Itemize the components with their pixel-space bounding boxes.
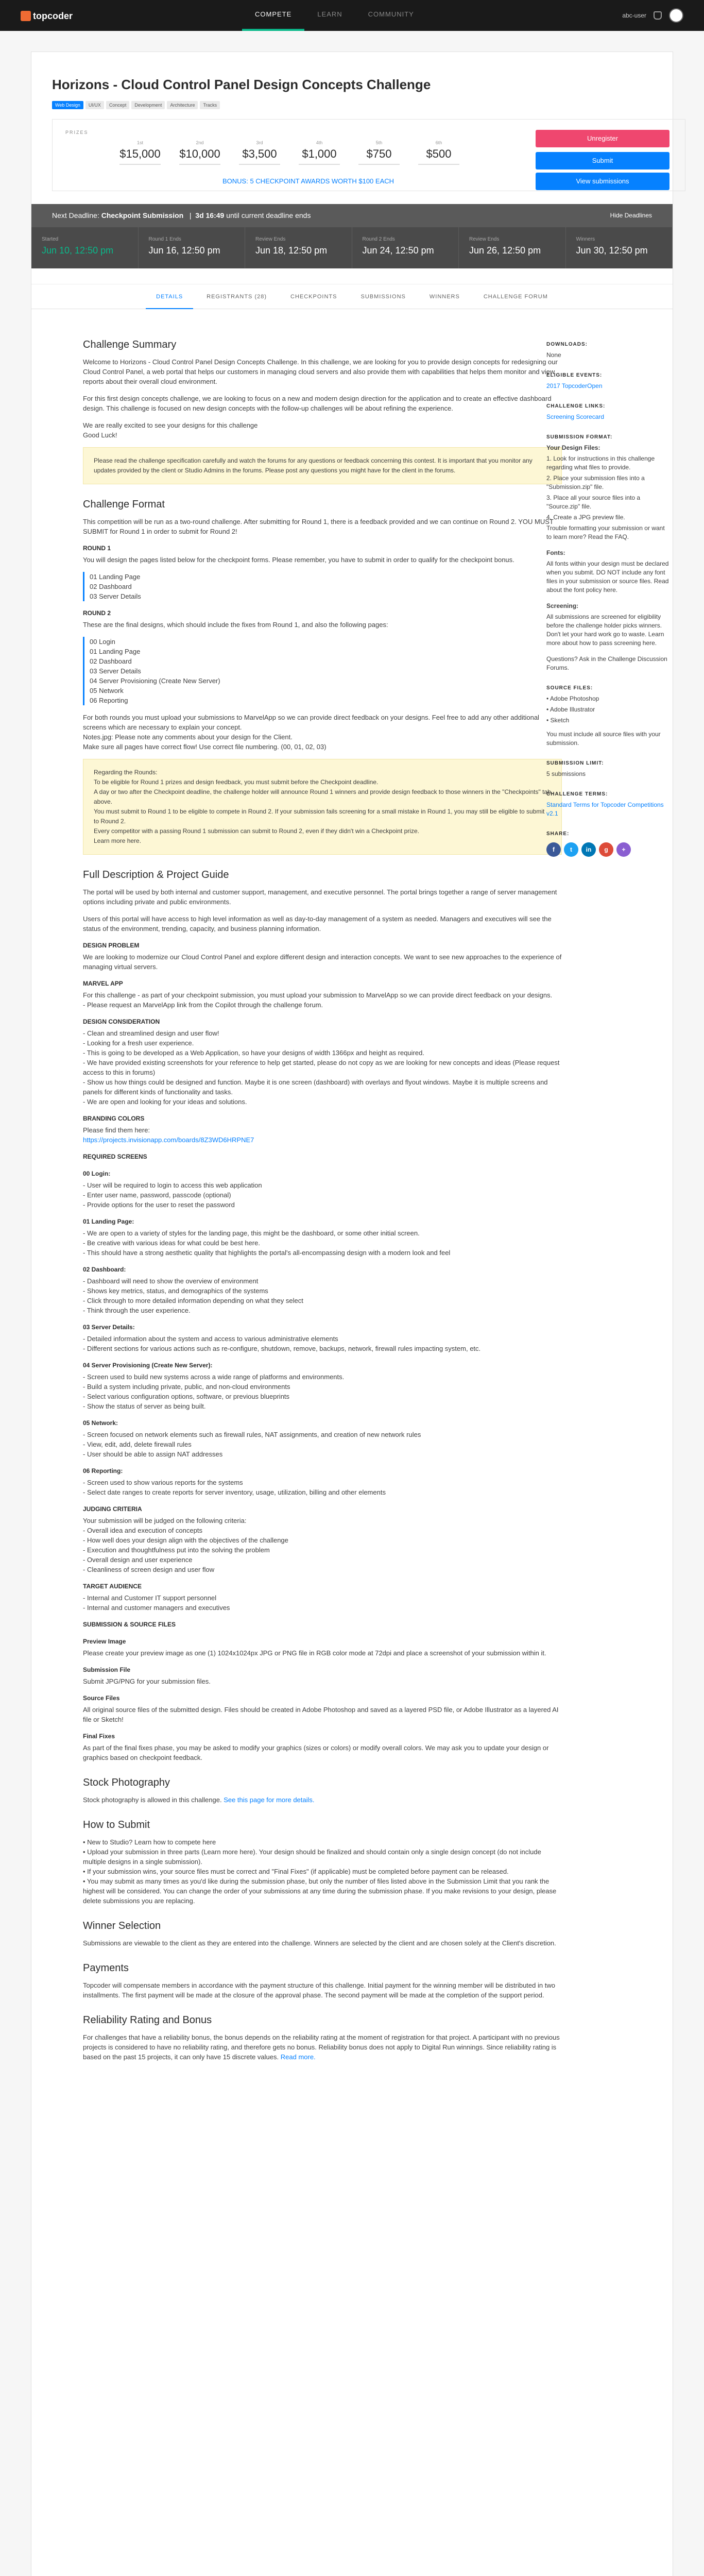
linkedin-icon[interactable]: in: [581, 842, 596, 857]
phase-item: Winners Jun 30, 12:50 pm: [566, 227, 673, 268]
user-area: [622, 8, 683, 23]
scorecard-link[interactable]: Screening Scorecard: [546, 413, 605, 420]
section-title: Reliability Rating and Bonus: [83, 2014, 212, 2026]
avatar[interactable]: [669, 8, 683, 23]
section-title: Challenge Summary: [83, 339, 177, 350]
eligible-event-link[interactable]: 2017 TopcoderOpen: [546, 382, 603, 389]
prize-item: 5th $750: [358, 140, 400, 165]
prize-item: 4th $1,000: [299, 140, 340, 165]
section-title: Payments: [83, 1962, 129, 1974]
section-title: Challenge Format: [83, 499, 165, 510]
prize-item: 6th $500: [418, 140, 459, 165]
section-title: Winner Selection: [83, 1920, 161, 1931]
notification-bell-icon[interactable]: [654, 11, 662, 20]
submit-button[interactable]: Submit: [536, 152, 669, 170]
section-title: How to Submit: [83, 1819, 150, 1831]
tag[interactable]: Architecture: [167, 101, 198, 109]
nav-community[interactable]: COMMUNITY: [368, 10, 414, 18]
facebook-icon[interactable]: f: [546, 842, 561, 857]
section-title: Stock Photography: [83, 1777, 170, 1788]
tag[interactable]: Tracks: [200, 101, 220, 109]
notice-box: Please read the challenge specification carefully and watch the forums for any questions or feedback concerning this contest. It is important that you monitor any updates provided by the client or Studio Admins in the forums. Please post any questions you might have for the client in the forums.: [83, 447, 562, 484]
hide-deadlines-button[interactable]: Hide Deadlines: [610, 212, 652, 219]
nav-learn[interactable]: LEARN: [317, 10, 342, 18]
deadline-remaining: 3d 16:49: [195, 211, 225, 219]
nav-compete[interactable]: COMPETE: [242, 0, 304, 31]
tab-forum[interactable]: CHALLENGE FORUM: [483, 294, 548, 300]
nav-links: [242, 0, 427, 31]
view-submissions-button[interactable]: View submissions: [536, 173, 669, 190]
tab-details[interactable]: DETAILS: [146, 284, 193, 310]
prize-list: [119, 140, 459, 165]
phase-item: Review Ends Jun 18, 12:50 pm: [245, 227, 352, 268]
topcoder-logo[interactable]: topcoder: [21, 10, 73, 22]
phase-item: Round 2 Ends Jun 24, 12:50 pm: [352, 227, 459, 268]
round2-list: 00 Login 01 Landing Page 02 Dashboard 03 Server Details 04 Server Provisioning (Create New Server) 05 Network 06 Reporting: [83, 637, 562, 705]
phase-timeline: [31, 227, 673, 268]
twitter-icon[interactable]: t: [564, 842, 578, 857]
challenge-tags: [52, 101, 220, 109]
challenge-body: [31, 309, 673, 2576]
tab-submissions[interactable]: SUBMISSIONS: [360, 294, 406, 300]
challenge-tabs: [31, 284, 673, 310]
sidebar: DOWNLOADS: None ELIGIBLE EVENTS: 2017 TopcoderOpen CHALLENGE LINKS: Screening Scorecard SUBMISSION FORMAT: Your Design Files: 1. Look for instructions in this challenge regarding what files to provide. 2. Place your submission files into a "Submission.zip" file. 3. Place all your source files into a "Source.zip" file. 4. Create a JPG preview file. Trouble formatting your submission or want to learn more? Read the FAQ. Fonts: All fonts within your design must be declared when you submit. DO NOT include any font files in your submission or source files. Read about the font policy here. Screening: All submissions are screened for eligibility before the challenge holder picks winners. Don't let your hard work go to waste. Learn more about how to pass screening here. Questions? Ask in the Challenge Discussion Forums. SOURCE FILES: • Adobe Photoshop • Adobe Illustrator • Sketch You must include all source files with your submission. SUBMISSION LIMIT: 5 submissions CHALLENGE TERMS: Standard Terms for Topcoder Competitions v2.1 SHARE: f t in g +: [546, 340, 670, 857]
google-plus-icon[interactable]: g: [599, 842, 613, 857]
challenge-header: [31, 52, 673, 309]
share-more-icon[interactable]: +: [616, 842, 631, 857]
stock-photo-link[interactable]: See this page for more details.: [224, 1796, 315, 1804]
tag[interactable]: Web Design: [52, 101, 83, 109]
tag[interactable]: UI/UX: [85, 101, 104, 109]
round1-list: 01 Landing Page 02 Dashboard 03 Server Details: [83, 572, 562, 601]
tab-registrants[interactable]: REGISTRANTS (28): [207, 294, 267, 300]
logo-icon: [21, 11, 31, 21]
bonus-text: BONUS: 5 CHECKPOINT AWARDS WORTH $100 EACH: [222, 177, 394, 185]
prize-item: 3rd $3,500: [239, 140, 280, 165]
rounds-notice-box: Regarding the Rounds: To be eligible for Round 1 prizes and design feedback, you must submit before the Checkpoint deadline. A day or two after the Checkpoint deadline, the challenge holder will announce Round 1 winners and provide design feedback to those winners in the "Checkpoints" tab above. You must submit to Round 1 to be eligible to compete in Round 2. If your submission fails screening for a small mistake in Round 1, you may still be eligible to submit to Round 2. Every competitor with a passing Round 1 submission can submit to Round 2, even if they didn't win a Checkpoint prize. Learn more here.: [83, 759, 562, 855]
deadline-name: Checkpoint Submission: [101, 211, 184, 219]
terms-link[interactable]: Standard Terms for Topcoder Competitions v2.1: [546, 801, 664, 817]
branding-link[interactable]: https://projects.invisionapp.com/boards/8Z3WD6HRPNE7: [83, 1136, 254, 1144]
phase-item: Round 1 Ends Jun 16, 12:50 pm: [139, 227, 246, 268]
deadline-bar: Next Deadline: Checkpoint Submission | 3d 16:49 until current deadline ends Hide Deadlines: [31, 204, 673, 227]
username[interactable]: abc-user: [622, 12, 646, 19]
share-buttons: [546, 842, 670, 857]
top-navigation: [0, 0, 704, 31]
prize-item: 1st $15,000: [119, 140, 161, 165]
unregister-button[interactable]: Unregister: [536, 130, 669, 147]
prizes-label: PRIZES: [65, 130, 89, 135]
phase-item: Review Ends Jun 26, 12:50 pm: [459, 227, 566, 268]
section-title: Full Description & Project Guide: [83, 869, 229, 880]
main-content: Challenge Summary Welcome to Horizons - Cloud Control Panel Design Concepts Challenge. In this challenge, we are looking for you to provide design concepts for redesigning our Cloud Control Panel, a web portal that helps our customers in managing cloud servers and also provide them with capabilities that helps them monitor and view reports about their overall cloud environment. For this first design concepts challenge, we are looking to focus on a new and modern design direction for the application and to create an effective dashboard design. This challenge is focused on new design concepts with the follow-up challenges will be about refining the experience. We are really excited to see your designs for this challenge Good Luck! Please read the challenge specification carefully and watch the forums for any questions or feedback concerning this contest. It is important that you monitor any updates provided by the client or Studio Admins in the forums. Please post any questions you might have for the client in the forums. Challenge Format This competition will be run as a two-round challenge. After submitting for Round 1, there is a feedback provided and we can continue on Round 2. YOU MUST SUBMIT for Round 1 in order to submit for Round 2! ROUND 1 You will design the pages listed below for the checkpoint forms. Please remember, you have to submit in order to qualify for the checkpoint bonus. 01 Landing Page 02 Dashboard 03 Server Details ROUND 2 These are the final designs, which should include the fixes from Round 1, and also the following pages: 00 Login 01 Landing Page 02 Dashboard 03 Server Details 04 Server Provisioning (Create New Server) 05 Network 06 Reporting For both rounds you must upload your submissions to MarvelApp so we can provide direct feedback on your designs. Feel free to add any other additional screens which are necessary to explain your concept. Notes.jpg: Please note any comments about your design for the Client. Make sure all pages have correct flow! Use correct file numbering. (00, 01, 02, 03) Regarding the Rounds: To be eligible for Round 1 prizes and design feedback, you must submit before the Checkpoint deadline. A day or two after the Checkpoint deadline, the challenge holder will announce Round 1 winners and provide design feedback to those winners in the "Checkpoints" tab above. You must submit to Round 1 to be eligible to compete in Round 2. If your submission fails screening for a small mistake in Round 1, you may still be eligible to submit to Round 2. Every competitor with a passing Round 1 submission can submit to Round 2, even if they didn't win a Checkpoint prize. Learn more here. Full Description & Project Guide The portal will be used by both internal and customer support, management, and executive personnel. The portal brings together a range of server management options including private and public environments. Users of this portal will have access to high level information as well as day-to-day management of a system as needed. Managers and executives will see the status of the environment, trending, capacity, and business planning information. DESIGN PROBLEM We are looking to modernize our Cloud Control Panel and explore different design and interaction concepts. We want to see new approaches to the experience of managing virtual servers. MARVEL APP For this challenge - as part of your checkpoint submission, you must upload your submission to MarvelApp so we can provide direct feedback on your designs. - Please request an MarvelApp link from the Copilot through the challenge forum. DESIGN CONSIDERATION - Clean and streamlined design and user flow! - Looking for a fresh user experience. - This is going to be developed as a Web Application, so have your designs of width 1366px and height as required. - We have provided existing screenshots for your reference to help get started, please do not copy as we are looking for new concepts and ideas (Please request access to this in forums) - Show us how things could be designed and function. Maybe it is one screen (dashboard) with overlays and flyout windows. Maybe it is multiple screens and panels for different kinds of functionality and tasks. - We are open and looking for your ideas and solutions. BRANDING COLORS Please find them here: https://projects.invisionapp.com/boards/8Z3WD6HRPNE7 REQUIRED SCREENS 00 Login: - User will be required to login to access this web application - Enter user name, password, passcode (optional) - Provide options for the user to reset the password 01 Landing Page: - We are open to a variety of styles for the landing page, this might be the dashboard, or some other initial screen. - Be creative with various ideas for what could be best here. - This should have a strong aesthetic quality that highlights the portal's all-encompassing design with a modern look and feel 02 Dashboard: - Dashboard will need to show the overview of environment - Shows key metrics, status, and demographics of the systems - Click through to more detailed information depending on what they select - Think through the user experience. 03 Server Details: - Detailed information about the system and access to various administrative elements - Different sections for various actions such as re-configure, shutdown, remove, backups, network, firewall rules impacting system, etc. 04 Server Provisioning (Create New Server): - Screen used to build new systems across a wide range of platforms and environments. - Build a system including private, public, and non-cloud environments - Select various configuration options, software, or previous blueprints - Show the status of server as being built. 05 Network: - Screen focused on network elements such as firewall rules, NAT assignments, and creation of new network rules - View, edit, add, delete firewall rules - User should be able to assign NAT addresses 06 Reporting: - Screen used to show various reports for the systems - Select date ranges to create reports for server inventory, usage, utilization, billing and other elements JUDGING CRITERIA Your submission will be judged on the following criteria: - Overall idea and execution of concepts - How well does your design align with the objectives of the challenge - Execution and thoughtfulness put into the solving the problem - Overall design and user experience - Cleanliness of screen design and user flow TARGET AUDIENCE - Internal and Customer IT support personnel - Internal and customer managers and executives SUBMISSION & SOURCE FILES Preview Image Please create your preview image as one (1) 1024x1024px JPG or PNG file in RGB color mode at 72dpi and place a screenshot of your submission within it. Submission File Submit JPG/PNG for your submission files. Source Files All original source files of the submitted design. Files should be created in Adobe Photoshop and saved as a layered PSD file, or Adobe Illustrator as a layered AI file or Sketch! Final Fixes As part of the final fixes phase, you may be asked to modify your graphics (sizes or colors) or modify overall colors. We may ask you to update your design or graphics based on checkpoint feedback. Stock Photography Stock photography is allowed in this challenge. See this page for more details. How to Submit • New to Studio? Learn how to compete here • Upload your submission in three parts (Learn more here). Your design should be finalized and should contain only a single design concept (do not include multiple designs in a single submission). • If your submission wins, your source files must be correct and "Final Fixes" (if applicable) must be completed before payment can be released. • You may submit as many times as you'd like during the submission phase, but only the number of files listed above in the Submission Limit that you rank the highest will be considered. You can change the order of your submissions at any time during the submission phase. If you make revisions to your design, please delete submissions you are replacing. Winner Selection Submissions are viewable to the client as they are entered into the challenge. Winners are selected by the client and are chosen solely at the Client's discretion. Payments Topcoder will compensate members in accordance with the payment structure of this challenge. Initial payment for the winning member will be distributed in two installments. The first payment will be made at the closure of the approval phase. The second payment will be made at the completion of the support period. Reliability Rating and Bonus For challenges that have a reliability bonus, the bonus depends on the reliability rating at the moment of registration for that project. A participant with no previous projects is considered to have no reliability rating, and therefore gets no bonus. Reliability bonus does not apply to Digital Run winnings. Since reliability rating is based on the past 15 projects, it can only have 15 discrete values. Read more.: [83, 339, 562, 2061]
tag[interactable]: Concept: [106, 101, 130, 109]
phase-item: Started Jun 10, 12:50 pm: [31, 227, 139, 268]
tab-winners[interactable]: WINNERS: [429, 294, 460, 300]
read-more-link[interactable]: Read more.: [280, 2053, 316, 2061]
tab-checkpoints[interactable]: CHECKPOINTS: [290, 294, 337, 300]
prize-item: 2nd $10,000: [179, 140, 220, 165]
prize-panel: [52, 119, 685, 191]
tag[interactable]: Development: [131, 101, 165, 109]
page-title: Horizons - Cloud Control Panel Design Concepts Challenge: [52, 77, 431, 92]
